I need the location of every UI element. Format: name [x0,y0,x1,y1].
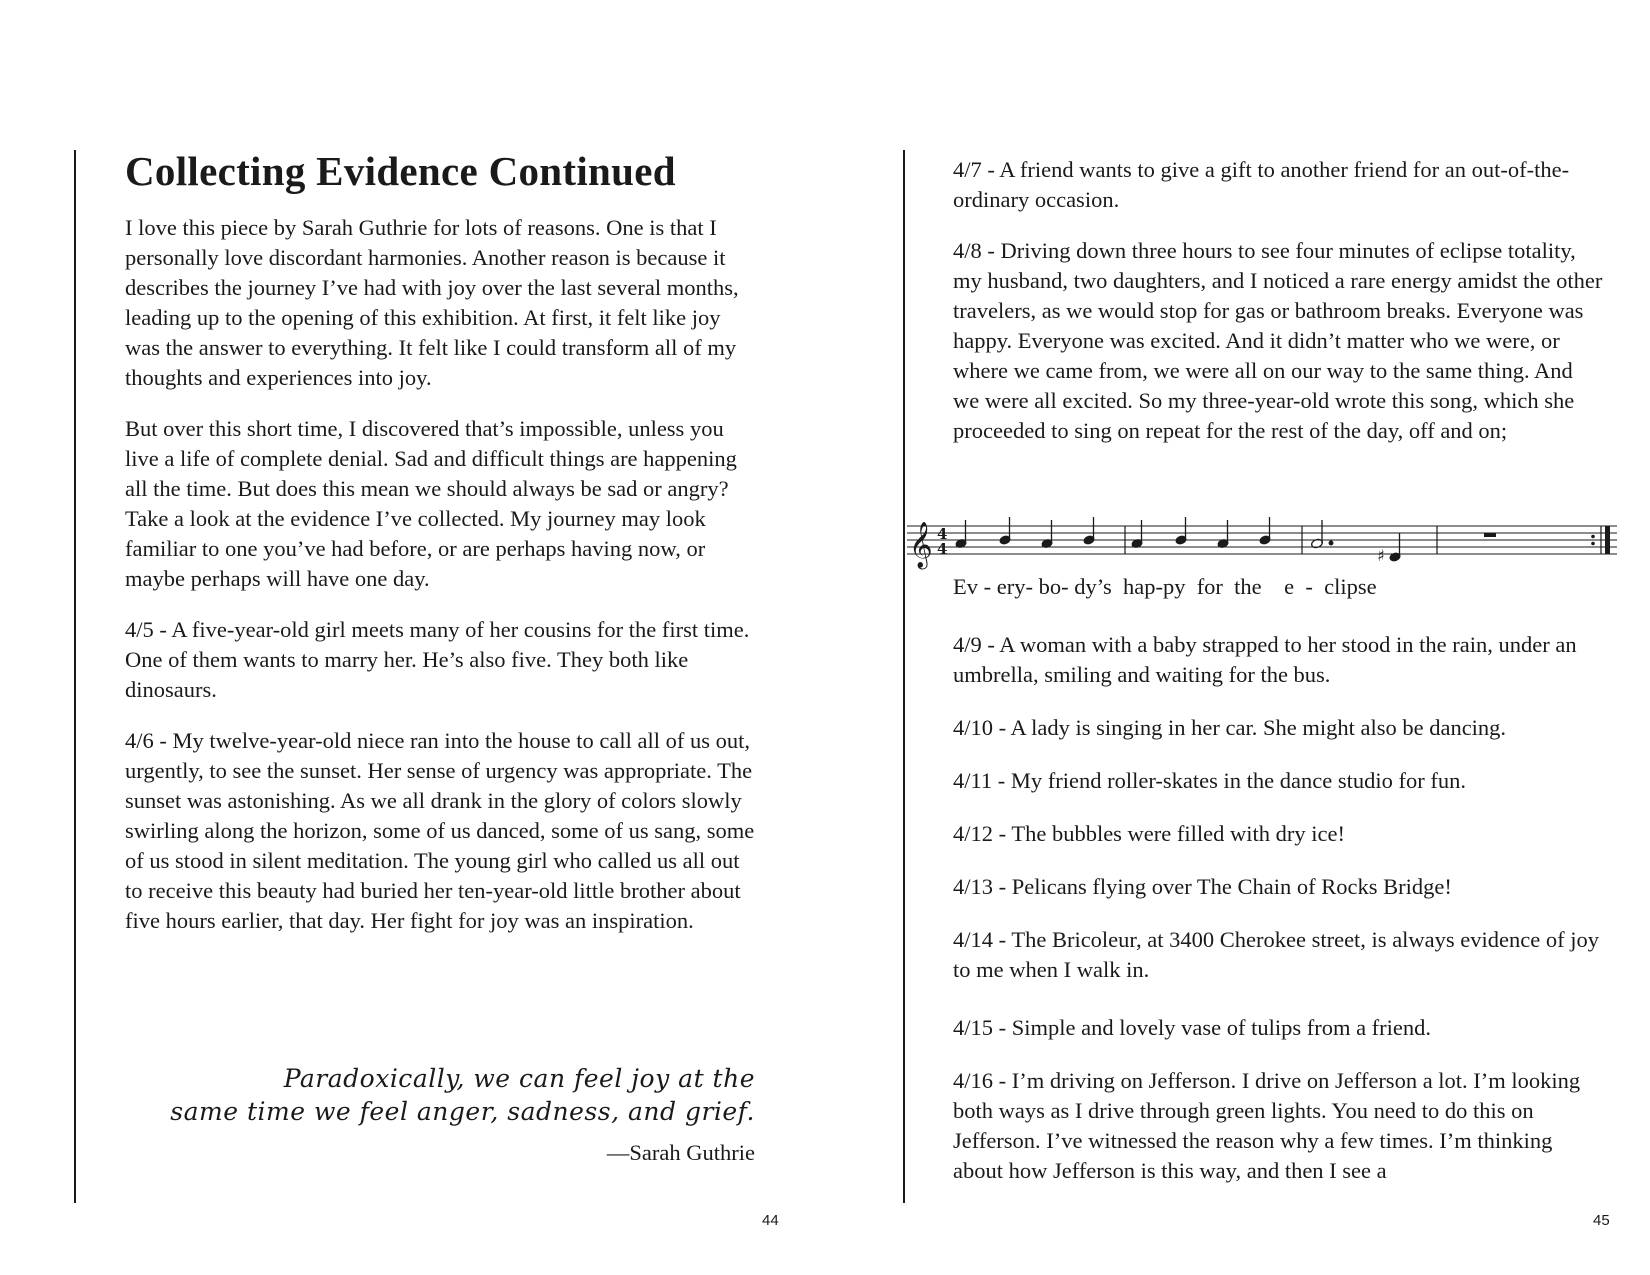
page-title: Collecting Evidence Continued [125,148,676,194]
whole-rest [1484,533,1496,537]
intro-paragraph-2: But over this short time, I discovered that’s impossible, unless you live a life of complete denial. Sad and difficult things are happening all the time. But does this mean we should always be sad or angry? Take a look at the evidence I’ve collected. My journey may look familiar to one you’ve had before, or are perhaps having now, or maybe perhaps will have one day. [125,416,737,592]
song-lyrics: Ev - ery- bo- dy’s hap-py for the e - clipse [953,574,1377,599]
entry-4-9: 4/9 - A woman with a baby strapped to her stood in the rain, under an umbrella, smiling and waiting for the bus. [953,632,1577,687]
time-signature-top: 4 [937,525,948,543]
entry-4-16: 4/16 - I’m driving on Jefferson. I drive on Jefferson a lot. I’m looking both ways as I drive through green lights. You need to do this on Jefferson. I’ve witnessed the reason why a few times. I’m thinking about how Jefferson is this way, and then I see a [953,1068,1581,1183]
right-page [825,0,1650,1275]
repeat-dot [1591,535,1595,539]
right-text-column [953,155,1603,467]
entry-4-13: 4/13 - Pelicans flying over The Chain of Rocks Bridge! [953,874,1452,899]
entry-4-10: 4/10 - A lady is singing in her car. She might also be dancing. [953,715,1507,740]
final-barline [1605,526,1610,554]
music-staff [907,512,1622,572]
repeat-dot [1591,542,1595,546]
treble-clef-icon: 𝄞 [909,522,933,568]
right-margin-rule [903,150,905,1203]
pull-quote [125,1062,755,1128]
entry-4-7: 4/7 - A friend wants to give a gift to another friend for an out-of-the-ordinary occasion. [953,157,1570,212]
entry-4-12: 4/12 - The bubbles were filled with dry ice! [953,821,1345,846]
intro-paragraph-1: I love this piece by Sarah Guthrie for lots of reasons. One is that I personally love discordant harmonies. Another reason is because it describes the journey I’ve had with joy over the last several months, leading up to the opening of this exhibition. At first, it felt like joy was the answer to everything. It felt like I could transform all of my thoughts and experiences into joy. [125,215,739,391]
entry-4-6: 4/6 - My twelve-year-old niece ran into the house to call all of us out, urgently, to see the sunset. Her sense of urgency was appropriate. The sunset was astonishing. As we all drank in the glory of colors slowly swirling along the horizon, some of us danced, some of us sang, some of us stood in silent meditation. The young girl who called us all out to receive this beauty had buried her ten-year-old little brother about five hours earlier, that day. Her fight for joy was an inspiration. [125,728,755,934]
entry-4-11: 4/11 - My friend roller-skates in the dance studio for fun. [953,768,1466,793]
entry-4-8: 4/8 - Driving down three hours to see four minutes of eclipse totality, my husband, two daughters, and I noticed a rare energy amidst the other travelers, as we would stop for gas or bathroom breaks. Everyone was happy. Everyone was excited. And it didn’t matter who we were, or where we came from, we were all on our way to the same thing. And we were all excited. So my three-year-old wrote this song, which she proceeded to sing on repeat for the rest of the day, off and on; [953,238,1603,443]
left-margin-rule [74,150,76,1203]
left-text-column [125,148,760,957]
pull-quote-line-2: same time we feel anger, sadness, and grief. [170,1097,755,1126]
page-number: 44 [762,1212,779,1229]
entry-4-14: 4/14 - The Bricoleur, at 3400 Cherokee street, is always evidence of joy to me when I walk in. [953,927,1599,982]
time-signature-bottom: 4 [937,540,948,558]
page-number: 45 [1593,1212,1610,1229]
sharp-icon: ♯ [1377,546,1385,565]
entry-4-5: 4/5 - A five-year-old girl meets many of her cousins for the first time. One of them wants to marry her. He’s also five. They both like dinosaurs. [125,617,750,703]
entry-4-15: 4/15 - Simple and lovely vase of tulips from a friend. [953,1015,1432,1040]
pull-quote-line-1: Paradoxically, we can feel joy at the [283,1064,755,1093]
dot [1329,541,1333,545]
quote-attribution: —Sarah Guthrie [606,1140,755,1165]
entries-list [953,630,1603,1209]
